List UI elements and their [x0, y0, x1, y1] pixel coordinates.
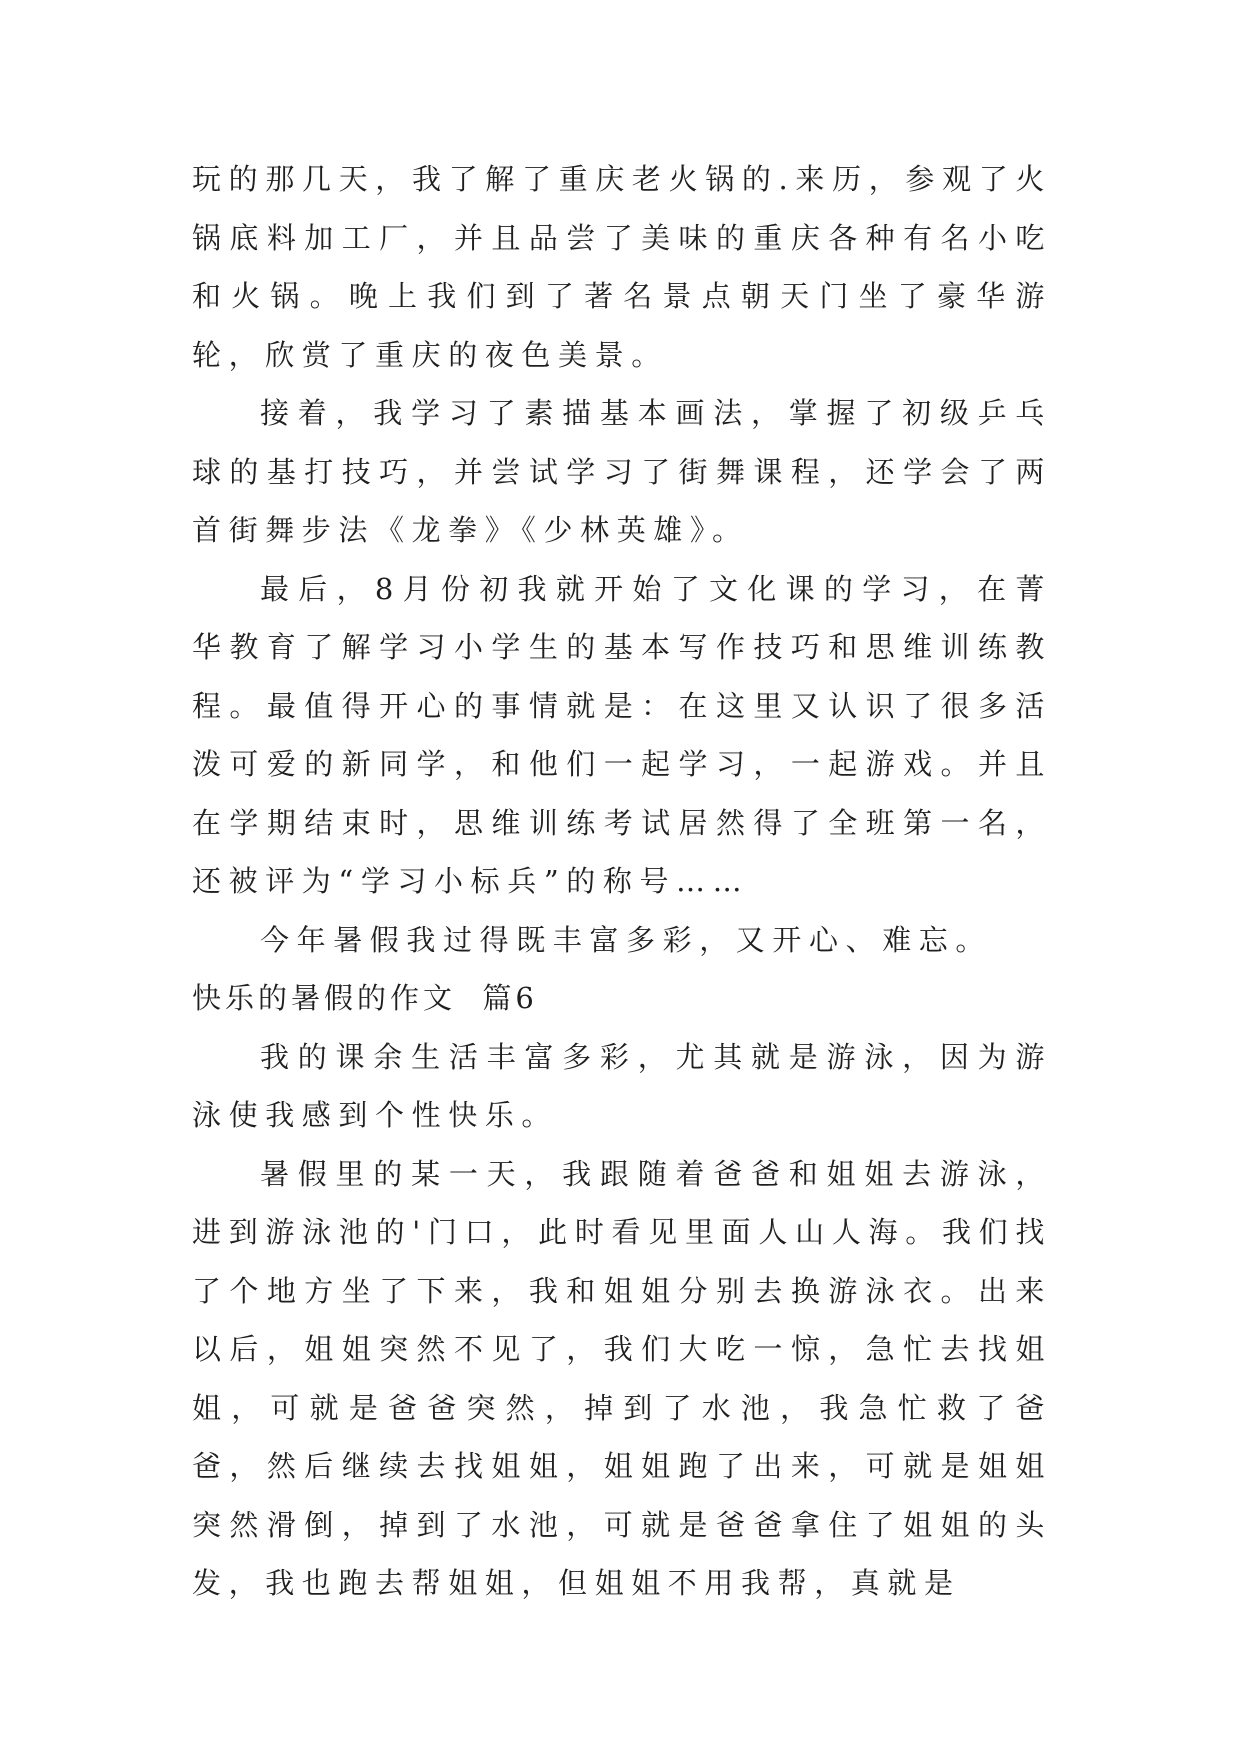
paragraph-swimming-intro: 我的课余生活丰富多彩，尤其就是游泳，因为游泳使我感到个性快乐。 — [192, 1039, 1052, 1132]
paragraph-summary: 今年暑假我过得既丰富多彩，又开心、难忘。 — [260, 922, 993, 957]
paragraph-hotpot-trip: 玩的那几天，我了解了重庆老火锅的.来历，参观了火锅底料加工厂，并且品尝了美味的重庆各种有名小吃和火锅。晚上我们到了著名景点朝天门坐了豪华游轮，欣赏了重庆的夜色美景。 — [192, 162, 1052, 372]
section-title: 快乐的暑假的作文 篇6 — [192, 981, 538, 1015]
paragraph-study: 最后，8月份初我就开始了文化课的学习，在菁华教育了解学习小学生的基本写作技巧和思维训练教程。最值得开心的事情就是：在这里又认识了很多活泼可爱的新同学，和他们一起学习，一起游戏。并且在学期结束时，思维训练考试居然得了全班第一名，还被评为“学习小标兵”的称号…… — [192, 571, 1052, 898]
document-page — [192, 150, 1052, 1613]
paragraph-skills: 接着，我学习了素描基本画法，掌握了初级乒乓球的基打技巧，并尝试学习了街舞课程，还学会了两首街舞步法《龙拳》《少林英雄》。 — [192, 396, 1052, 547]
paragraph-swimming-story: 暑假里的某一天，我跟随着爸爸和姐姐去游泳，进到游泳池的'门口，此时看见里面人山人海。我们找了个地方坐了下来，我和姐姐分别去换游泳衣。出来以后，姐姐突然不见了，我们大吃一惊，急忙去找姐姐，可就是爸爸突然，掉到了水池，我急忙救了爸爸，然后继续去找姐姐，姐姐跑了出来，可就是姐姐突然滑倒，掉到了水池，可就是爸爸拿住了姐姐的头发，我也跑去帮姐姐，但姐姐不用我帮，真就是 — [192, 1156, 1052, 1600]
